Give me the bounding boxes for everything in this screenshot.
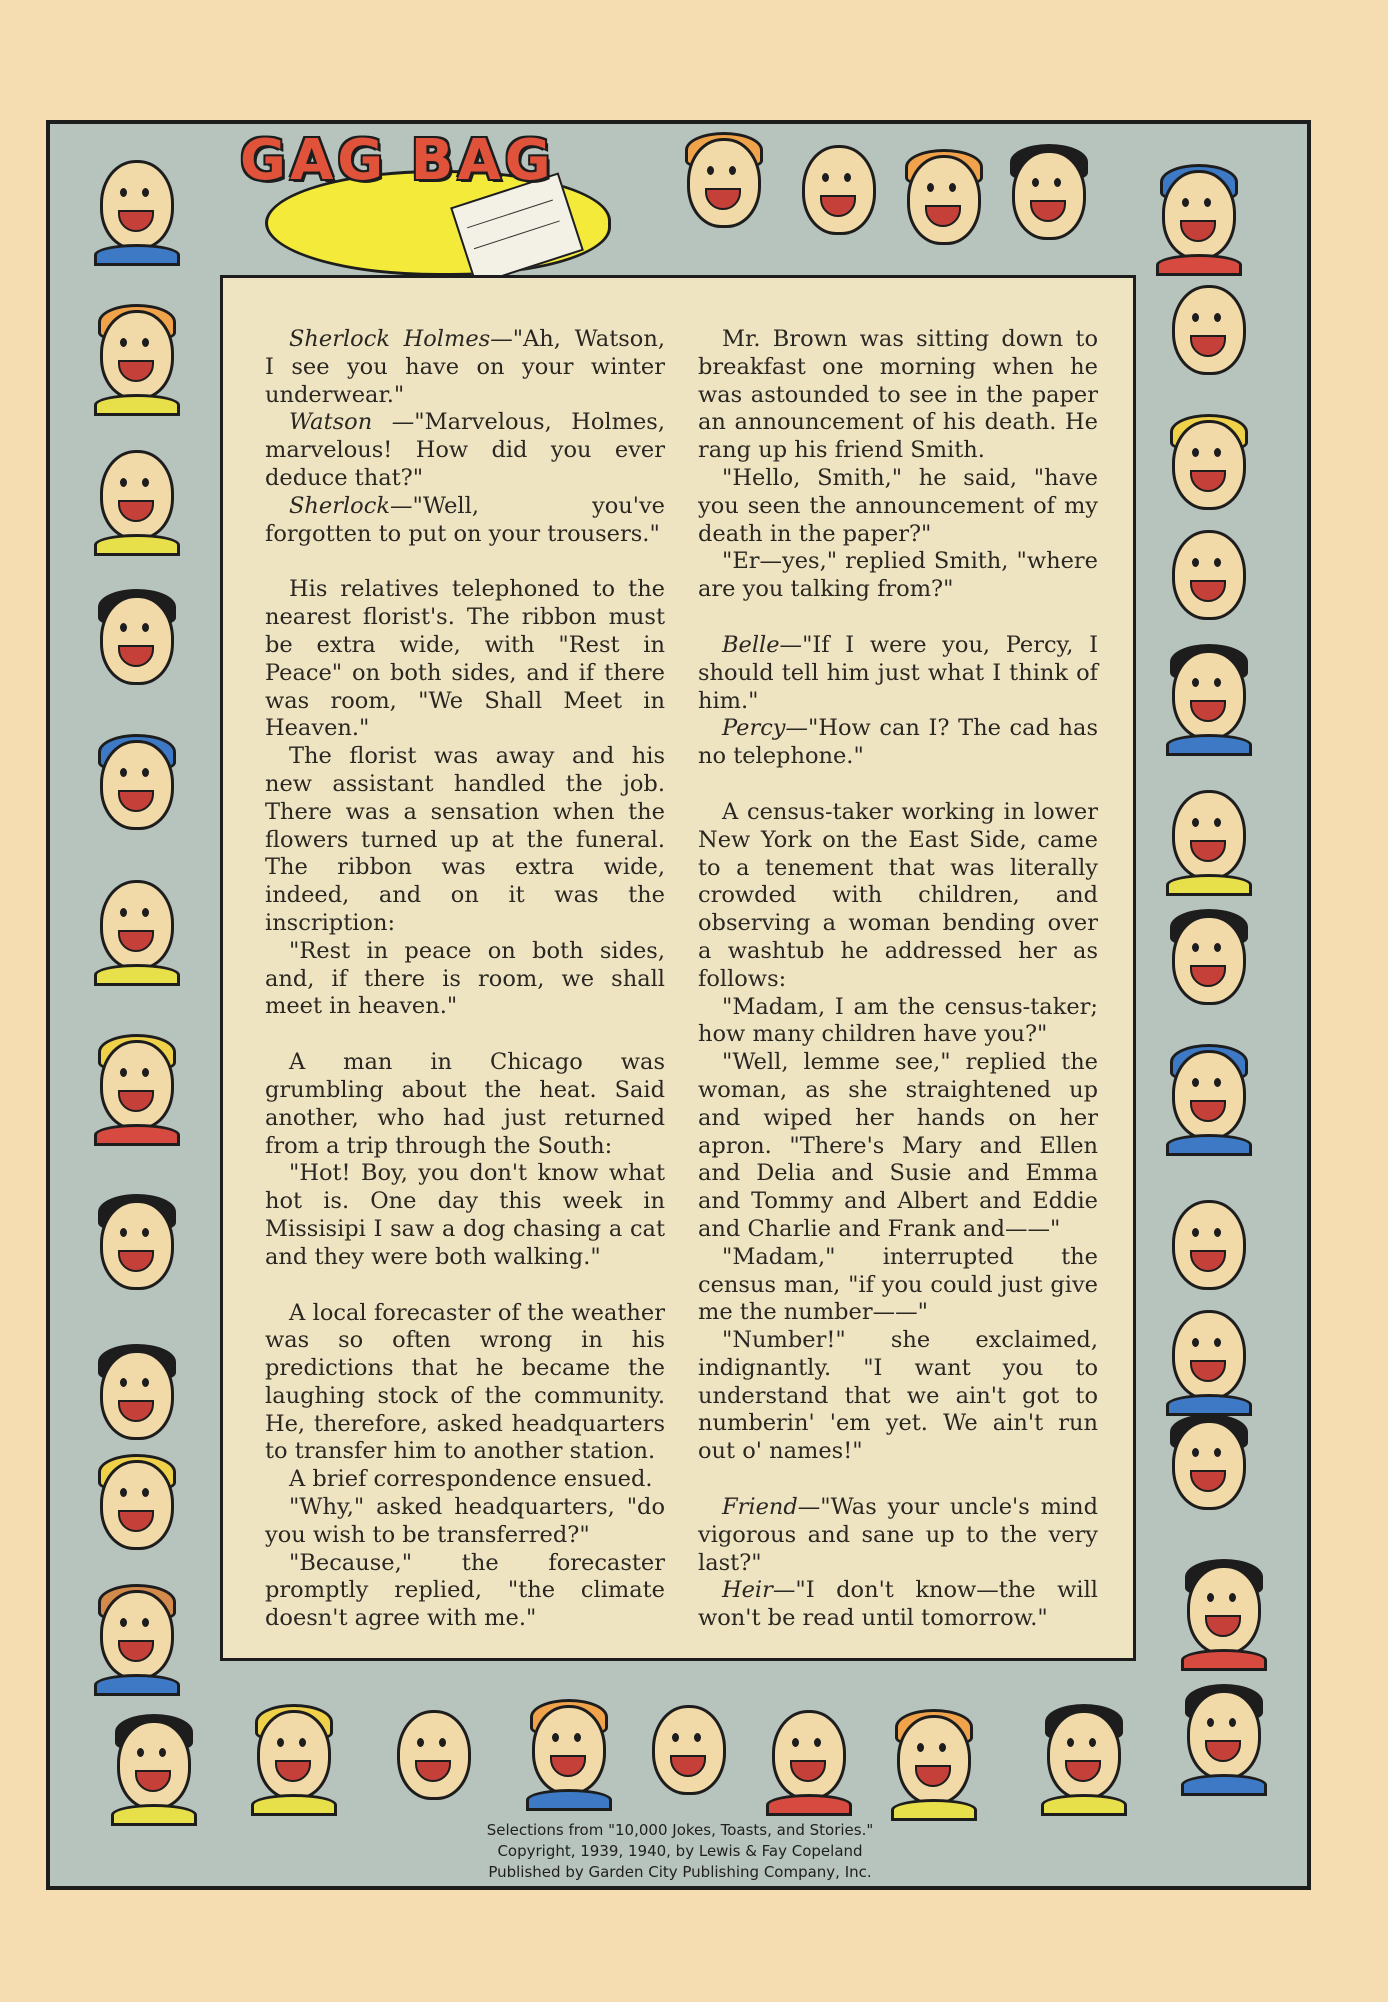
cartoon-face-icon: [1175, 1680, 1267, 1792]
cartoon-face-icon: [895, 145, 987, 257]
cartoon-face-icon: [1160, 1300, 1252, 1412]
cartoon-face-icon: [88, 585, 180, 697]
cartoon-face-icon: [885, 1705, 977, 1817]
cartoon-face-icon: [88, 870, 180, 982]
joke-paragraph: "Well, lemme see," replied the woman, as she straightened up and wiped her hands on her apron. "There's Mary and Ellen and Delia and Susie and Emma and Tommy and Albert and Eddie and Charlie and Frank and——": [698, 1049, 1098, 1242]
cartoon-face-icon: [88, 300, 180, 412]
joke-paragraph: "Hot! Boy, you don't know what hot is. One day this week in Missisipi I saw a dog chasing a cat and they were both walking.": [265, 1160, 665, 1270]
jokes-panel: [220, 275, 1136, 1661]
joke-paragraph: "Rest in peace on both sides, and, if there is room, we shall meet in heaven.": [265, 937, 665, 1020]
cartoon-face-icon: [88, 730, 180, 842]
cartoon-face-icon: [1160, 520, 1252, 632]
joke-paragraph: "Because," the forecaster promptly replied, "the climate doesn't agree with me.": [265, 1549, 665, 1632]
joke-line: Watson —"Marvelous, Holmes, marvelous! How did you ever deduce that?": [265, 409, 665, 491]
joke-line: Sherlock Holmes—"Ah, Watson, I see you have on your winter underwear.": [265, 326, 665, 408]
cartoon-face-icon: [1160, 905, 1252, 1017]
joke-paragraph: "Madam," interrupted the census man, "if you could just give me the number——": [698, 1243, 1098, 1326]
joke-paragraph: "Madam, I am the census-taker; how many children have you?": [698, 993, 1098, 1048]
cartoon-face-icon: [1160, 780, 1252, 892]
cartoon-face-icon: [1000, 140, 1092, 252]
cartoon-face-icon: [640, 1695, 732, 1807]
title-banner: [225, 128, 645, 278]
joke-paragraph: "Why," asked headquarters, "do you wish to be transferred?": [265, 1494, 665, 1548]
cartoon-face-icon: [1160, 1040, 1252, 1152]
copyright-credit: [420, 1820, 940, 1883]
joke-paragraph: A brief correspondence ensued.: [289, 1466, 653, 1493]
left-column: [265, 326, 665, 1633]
cartoon-face-icon: [1160, 275, 1252, 387]
joke-line: Percy—"How can I? The cad has no telephone.": [698, 715, 1098, 770]
cartoon-face-icon: [675, 128, 767, 240]
cartoon-face-icon: [88, 1340, 180, 1452]
cartoon-face-icon: [245, 1700, 337, 1812]
cartoon-face-icon: [790, 135, 882, 247]
joke-line: Heir—"I don't know—the will won't be read until tomorrow.": [698, 1577, 1098, 1632]
cartoon-face-icon: [88, 1190, 180, 1302]
joke-paragraph: A local forecaster of the weather was so often wrong in his predictions that he became the laughing stock of the community. He, therefore, asked headquarters to transfer him to another station.: [265, 1299, 665, 1465]
cartoon-face-icon: [1160, 1410, 1252, 1522]
cartoon-face-icon: [88, 1580, 180, 1692]
cartoon-face-icon: [1160, 640, 1252, 752]
cartoon-face-icon: [1160, 410, 1252, 522]
credit-line: Published by Garden City Publishing Company, Inc.: [488, 1863, 872, 1881]
credit-line: Copyright, 1939, 1940, by Lewis & Fay Copeland: [497, 1842, 863, 1860]
joke-paragraph: The florist was away and his new assistant handled the job. There was a sensation when the flowers turned up at the funeral. The ribbon was extra wide, indeed, and on it was the inscription:: [265, 743, 665, 936]
joke-paragraph: A census-taker working in lower New York on the East Side, came to a tenement that was literally crowded with children, and observing a woman bending over a washtub he addressed her as follows:: [698, 798, 1098, 992]
cartoon-face-icon: [385, 1700, 477, 1812]
joke-line: Friend—"Was your uncle's mind vigorous and sane up to the very last?": [698, 1494, 1098, 1576]
joke-line: Sherlock—"Well, you've forgotten to put on your trousers.": [265, 492, 665, 547]
page-title: GAG BAG: [240, 128, 555, 193]
cartoon-face-icon: [1150, 160, 1242, 272]
cartoon-face-icon: [1175, 1555, 1267, 1667]
joke-paragraph: A man in Chicago was grumbling about the heat. Said another, who had just returned from a trip through the South:: [265, 1049, 665, 1159]
cartoon-face-icon: [105, 1710, 197, 1822]
cartoon-face-icon: [520, 1695, 612, 1807]
cartoon-face-icon: [88, 1030, 180, 1142]
joke-paragraph: "Number!" she exclaimed, indignantly. "I want you to understand that we ain't got to numberin' 'em yet. We ain't run out o' names!": [698, 1327, 1098, 1465]
joke-paragraph: His relatives telephoned to the nearest florist's. The ribbon must be extra wide, with "Rest in Peace" on both sides, and if there was room, "We Shall Meet in Heaven.": [265, 576, 665, 742]
cartoon-face-icon: [88, 440, 180, 552]
right-column: [698, 326, 1098, 1633]
cartoon-face-icon: [760, 1700, 852, 1812]
joke-paragraph: "Er—yes," replied Smith, "where are you talking from?": [698, 548, 1098, 603]
cartoon-face-icon: [88, 1450, 180, 1562]
joke-paragraph: Mr. Brown was sitting down to breakfast one morning when he was astounded to see in the paper an announcement of his death. He rang up his friend Smith.: [698, 326, 1098, 464]
joke-paragraph: "Hello, Smith," he said, "have you seen the announcement of my death in the paper?": [698, 464, 1098, 547]
credit-line: Selections from "10,000 Jokes, Toasts, and Stories.": [486, 1821, 874, 1839]
cartoon-face-icon: [1035, 1700, 1127, 1812]
cartoon-face-icon: [88, 150, 180, 262]
joke-line: Belle—"If I were you, Percy, I should tell him just what I think of him.": [698, 631, 1098, 714]
cartoon-face-icon: [1160, 1190, 1252, 1302]
